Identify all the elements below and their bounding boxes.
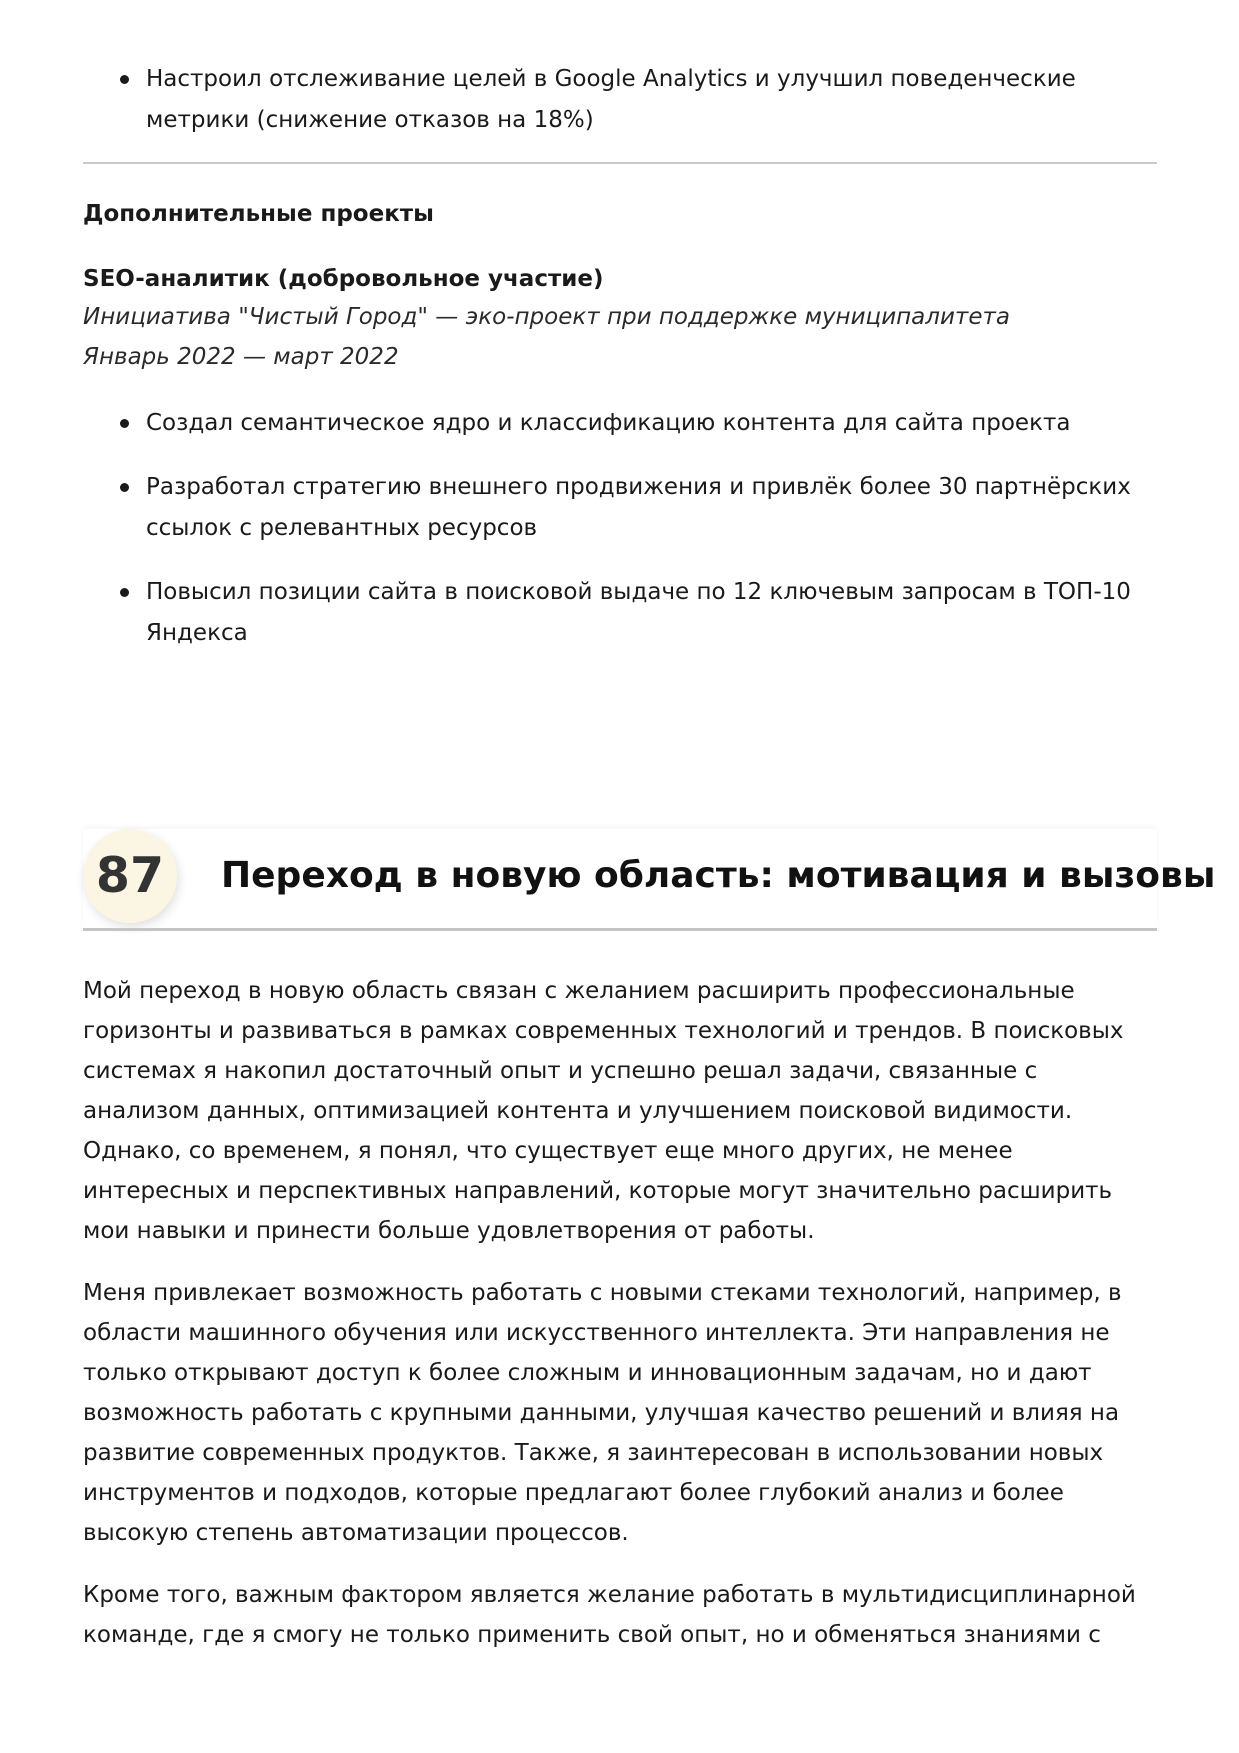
chapter-header <box>83 829 1216 929</box>
project-bullet-list <box>83 403 1157 677</box>
list-item-text: Повысил позиции сайта в поисковой выдаче по 12 ключевым запросам в ТОП-10 Яндекса <box>146 579 1131 646</box>
list-item <box>83 403 1157 444</box>
chapter-number-badge: 87 <box>83 829 177 923</box>
list-item-text: Настроил отслеживание целей в Google Analytics и улучшил поведенческие метрики (снижение отказов на 18%) <box>146 66 1076 133</box>
list-item <box>83 467 1157 549</box>
list-item <box>83 59 1157 141</box>
paragraph: Меня привлекает возможность работать с новыми стеками технологий, например, в области машинного обучения или искусственного интеллекта. Эти направления не только открывают доступ к более сложным и инновационным задачам, но и дают возможность работать с крупными данными, улучшая качество решений и влияя на развитие современных продуктов. Также, я заинтересован в использовании новых инструментов и подходов, которые предлагают более глубокий анализ и более высокую степень автоматизации процессов. <box>83 1280 1122 1546</box>
project-dates: Январь 2022 — март 2022 <box>83 344 399 370</box>
previous-bullet-list <box>83 59 1157 141</box>
chapter-divider <box>83 928 1157 931</box>
paragraph: Кроме того, важным фактором является желание работать в мультидисциплинарной команде, где я смогу не только применить свой опыт, но и обменяться знаниями с <box>83 1582 1136 1648</box>
project-organization: Инициатива "Чистый Город" — эко-проект при поддержке муниципалитета <box>83 304 1010 330</box>
list-item-text: Разработал стратегию внешнего продвижения и привлёк более 30 партнёрских ссылок с релевантных ресурсов <box>146 474 1131 541</box>
section-heading: Дополнительные проекты <box>83 201 434 227</box>
list-item-text: Создал семантическое ядро и классификацию контента для сайта проекта <box>146 410 1071 436</box>
chapter-title: Переход в новую область: мотивация и вызовы <box>221 855 1216 896</box>
list-item <box>83 572 1157 654</box>
bullet-icon <box>120 483 129 492</box>
chapter-body <box>83 971 1157 1677</box>
bullet-icon <box>120 588 129 597</box>
paragraph: Мой переход в новую область связан с желанием расширить профессиональные горизонты и развиваться в рамках современных технологий и трендов. В поисковых системах я накопил достаточный опыт и успешно решал задачи, связанные с анализом данных, оптимизацией контента и улучшением поисковой видимости. Однако, со временем, я понял, что существует еще много других, не менее интересных и перспективных направлений, которые могут значительно расширить мои навыки и принести больше удовлетворения от работы. <box>83 978 1124 1244</box>
bullet-icon <box>120 75 129 84</box>
bullet-icon <box>120 419 129 428</box>
section-divider <box>83 162 1157 164</box>
project-role: SEO-аналитик (добровольное участие) <box>83 266 604 292</box>
